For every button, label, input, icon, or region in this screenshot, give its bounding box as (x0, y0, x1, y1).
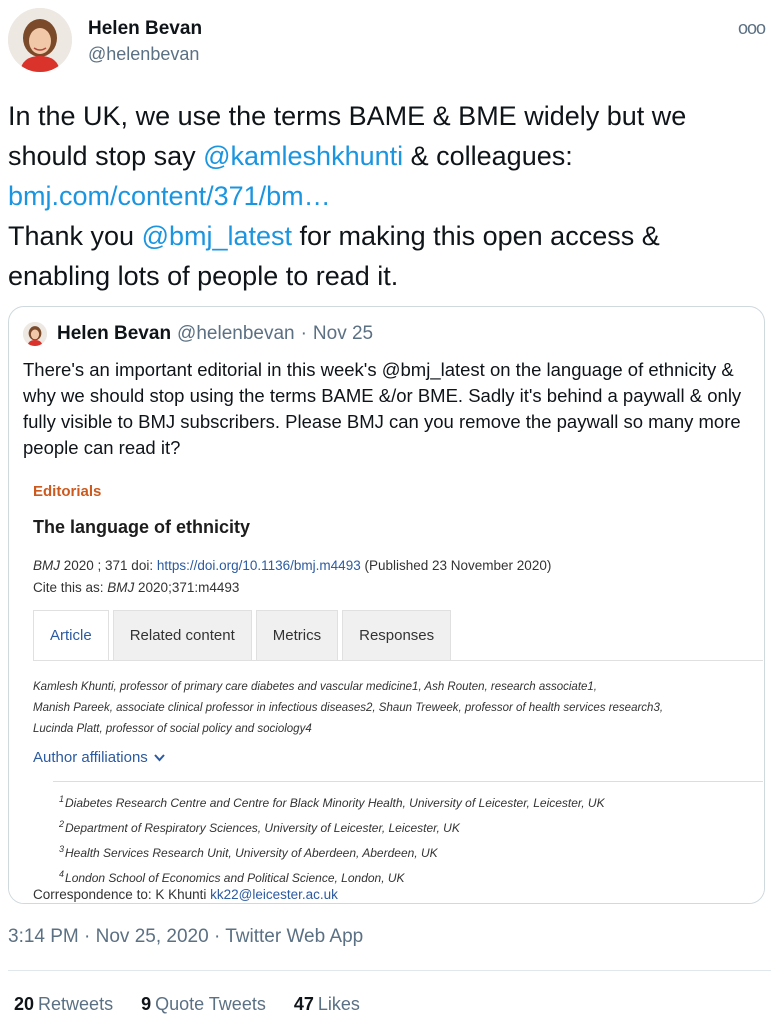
article-authors (33, 677, 753, 740)
quoted-author-handle: @helenbevan (177, 323, 295, 344)
article-tabs (33, 610, 455, 661)
divider (8, 970, 771, 971)
article-citation: BMJ 2020 ; 371 doi: https://doi.org/10.1136/bmj.m4493 (Published 23 November 2020) Cite this as: BMJ 2020;371:m4493 (33, 558, 552, 595)
author-handle[interactable]: @helenbevan (88, 44, 200, 64)
tab-article: Article (33, 610, 109, 661)
correspondence-email: kk22@leicester.ac.uk (210, 887, 338, 902)
author-name[interactable]: Helen Bevan (88, 18, 203, 39)
tweet-line (8, 176, 768, 216)
tweet-line: enabling lots of people to read it. (8, 261, 399, 291)
affiliation-item: $^3$Health Services Research Unit, University of Aberdeen, Aberdeen, UK (59, 844, 438, 860)
tweet-timestamp[interactable]: 3:14 PM · Nov 25, 2020 · Twitter Web App (8, 926, 364, 947)
article-section: Editorials (33, 483, 102, 500)
tab-responses: Responses (342, 610, 451, 661)
tab-related-content: Related content (113, 610, 252, 661)
separator-dot: · (300, 323, 307, 344)
profile-photo-icon[interactable] (8, 8, 72, 72)
quoted-author-name: Helen Bevan (57, 323, 172, 344)
author-line: Manish Pareek, associate clinical professor in infectious diseases2, Shaun Treweek, professor of health services research3, (33, 702, 664, 714)
affiliation-list (59, 789, 759, 889)
correspondence: Correspondence to: K Khunti kk22@leicester.ac.uk (33, 887, 338, 902)
divider (53, 781, 763, 782)
more-options-icon[interactable]: ooo (737, 18, 765, 38)
doi-link: https://doi.org/10.1136/bmj.m4493 (156, 558, 361, 573)
quoted-article-screenshot (9, 467, 765, 904)
affiliation-item: $^1$Diabetes Research Centre and Centre for Black Minority Health, University of Leicester, Leicester, UK (59, 794, 605, 810)
likes-stat[interactable]: 47 Likes (293, 994, 360, 1014)
retweets-stat[interactable]: 20 Retweets (14, 994, 114, 1014)
tweet-header (8, 8, 771, 74)
quote-tweets-stat[interactable]: 9 Quote Tweets (141, 994, 266, 1014)
mention-kamleshkhunti[interactable]: @kamleshkhunti (203, 141, 404, 171)
author-line: Kamlesh Khunti, professor of primary care diabetes and vascular medicine1, Ash Routen, research associate1, (33, 681, 597, 693)
tweet-line: should stop say @kamleshkhunti & colleagues: (8, 141, 573, 171)
quoted-tweet[interactable] (8, 306, 765, 904)
affiliation-item: $^2$Department of Respiratory Sciences, University of Leicester, Leicester, UK (59, 819, 460, 835)
engagement-stats (14, 994, 360, 1015)
mention-bmj-latest[interactable]: @bmj_latest (141, 221, 293, 251)
quoted-date: Nov 25 (312, 323, 374, 344)
tweet-line: In the UK, we use the terms BAME & BME widely but we (8, 101, 687, 131)
quoted-tweet-text: There's an important editorial in this week's @bmj_latest on the language of ethnicity & why we should stop using the terms BAME &/or BME. Sadly it's behind a paywall & only fully visible to BMJ subscribers. Please BMJ can you remove the paywall so many more people can read it? (23, 359, 742, 458)
affiliation-item: $^4$London School of Economics and Political Science, London, UK (59, 869, 405, 885)
author-affiliations-toggle: Author affiliations (33, 749, 165, 766)
tweet-text (8, 96, 768, 296)
tweet-line: Thank you @bmj_latest for making this open access & (8, 221, 660, 251)
author-line: Lucinda Platt, professor of social policy and sociology4 (33, 723, 312, 735)
chevron-down-icon (154, 754, 165, 762)
tab-metrics: Metrics (256, 610, 338, 661)
article-title: The language of ethnicity (33, 517, 251, 537)
quoted-avatar-icon (23, 322, 47, 346)
quoted-tweet-header (23, 321, 379, 347)
divider (33, 660, 763, 661)
article-link[interactable]: bmj.com/content/371/bm… (8, 181, 331, 211)
